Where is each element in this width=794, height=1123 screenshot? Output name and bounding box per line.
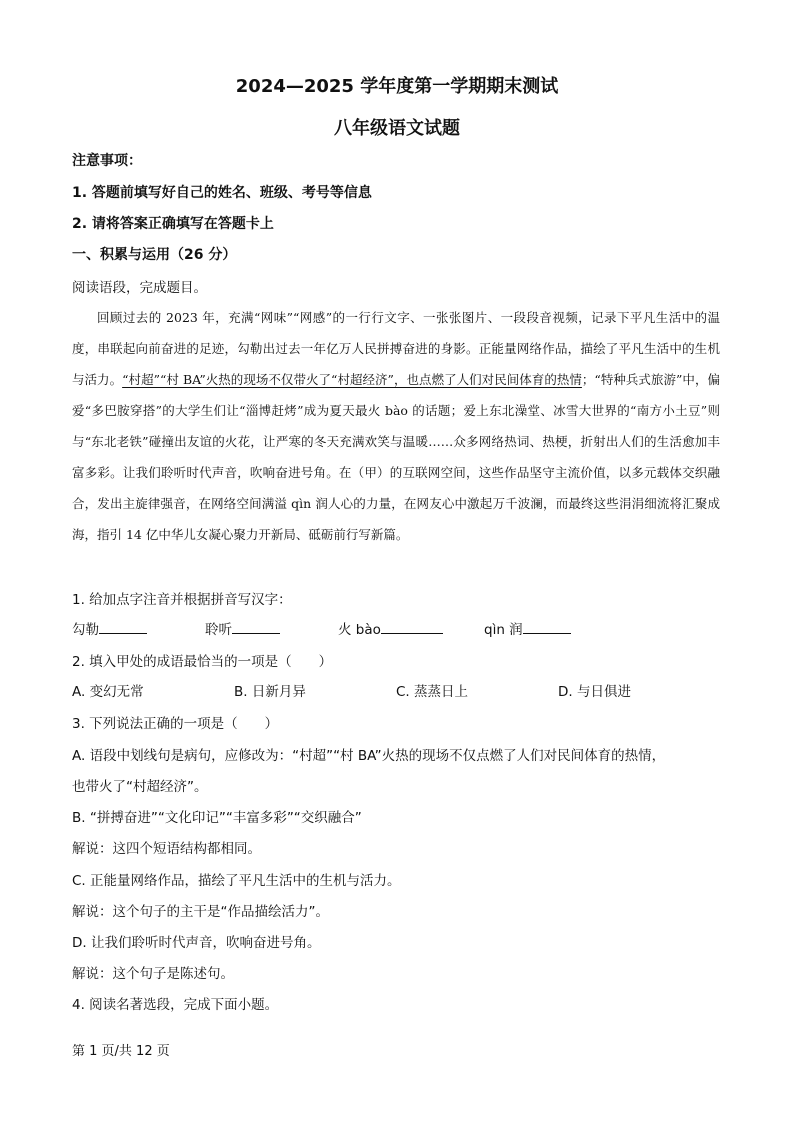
passage-part-1: 回顾过去的 2023 年，充满“网味”“网感”的一行行文字、一张张图片、一段段音视频，记录下平凡生活中的温度，串联起向前奋进的足迹，勾勒出过去一年亿万人民拼搏奋进的身影。正能量网络作品，描绘了平凡生活中的生机与活力。 [72, 310, 720, 387]
q3-option-b-note: 解说：这四个短语结构都相同。 [72, 841, 261, 857]
notice-heading: 注意事项： [72, 153, 142, 169]
q3-option-d: D. 让我们聆听时代声音，吹响奋进号角。 [72, 935, 321, 951]
question-2-stem: 2. 填入甲处的成语最恰当的一项是（ ） [72, 654, 333, 670]
fill-item-label: 聆听 [205, 622, 232, 638]
section-instruction: 阅读语段，完成题目。 [72, 280, 207, 296]
q3-option-c: C. 正能量网络作品，描绘了平凡生活中的生机与活力。 [72, 873, 401, 889]
q3-option-d-note: 解说：这个句子是陈述句。 [72, 966, 234, 982]
q3-option-a-line-1: A. 语段中划线句是病句，应修改为：“村超”“村 BA”火热的现场不仅点燃了人们对民间体育的热情， [72, 748, 666, 764]
answer-blank[interactable] [381, 619, 443, 634]
option-b[interactable]: B. 日新月异 [234, 684, 306, 700]
q3-option-c-note: 解说：这个句子的主干是“作品描绘活力”。 [72, 904, 329, 920]
notice-item-2: 2. 请将答案正确填写在答题卡上 [72, 216, 274, 232]
notice-item-1: 1. 答题前填写好自己的姓名、班级、考号等信息 [72, 185, 372, 201]
exam-title: 2024—2025 学年度第一学期期末测试 [235, 76, 559, 97]
option-c[interactable]: C. 蒸蒸日上 [396, 684, 469, 700]
fill-item-label: 勾勒 [72, 622, 99, 638]
passage-part-2: ；“特种兵式旅游”中，偏爱“多巴胺穿搭”的大学生们让“淄博赶烤”成为夏天最火 bào 的话题；爱上东北澡堂、冰雪大世界的“南方小土豆”则与“东北老铁”碰撞出友谊的火花，让严寒的冬天充满欢笑与温暖……众多网络热词、热梗，折射出人们的生活愈加丰富多彩。让我们聆听时代声音，吹响奋进号角。在（甲）的互联网空间，这些作品坚守主流价值，以多元载体交织融合，发出主旋律强音，在网络空间满溢 qìn 润人心的力量，在网友心中激起万千波澜，而最终这些涓涓细流将汇聚成海，指引 14 亿中华儿女凝心聚力开新局、砥砺前行写新篇。 [72, 372, 720, 542]
fill-item-2 [205, 618, 280, 638]
answer-blank[interactable] [232, 619, 280, 634]
fill-item-4 [484, 618, 571, 638]
answer-blank[interactable] [523, 619, 571, 634]
option-d[interactable]: D. 与日俱进 [558, 684, 631, 700]
fill-item-label: qìn 润 [484, 622, 523, 638]
option-a[interactable]: A. 变幻无常 [72, 684, 144, 700]
answer-blank[interactable] [99, 619, 147, 634]
underlined-sentence: “村超”“村 BA”火热的现场不仅带火了“村超经济”，也点燃了人们对民间体育的热情 [122, 372, 582, 387]
q3-option-a-line-2: 也带火了“村超经济”。 [72, 779, 208, 795]
question-3-stem: 3. 下列说法正确的一项是（ ） [72, 716, 279, 732]
question-4-stem: 4. 阅读名著选段，完成下面小题。 [72, 997, 279, 1013]
question-1-stem: 1. 给加点字注音并根据拼音写汉字： [72, 592, 292, 608]
fill-item-label: 火 bào [338, 622, 381, 638]
fill-item-3 [338, 618, 443, 638]
page-number: 第 1 页/共 12 页 [72, 1044, 170, 1059]
exam-subtitle: 八年级语文试题 [334, 118, 460, 139]
fill-item-1 [72, 618, 147, 638]
q3-option-b: B. “拼搏奋进”“文化印记”“丰富多彩”“交织融合” [72, 810, 362, 826]
reading-passage [72, 302, 720, 550]
section-heading: 一、积累与运用（26 分） [72, 247, 237, 263]
